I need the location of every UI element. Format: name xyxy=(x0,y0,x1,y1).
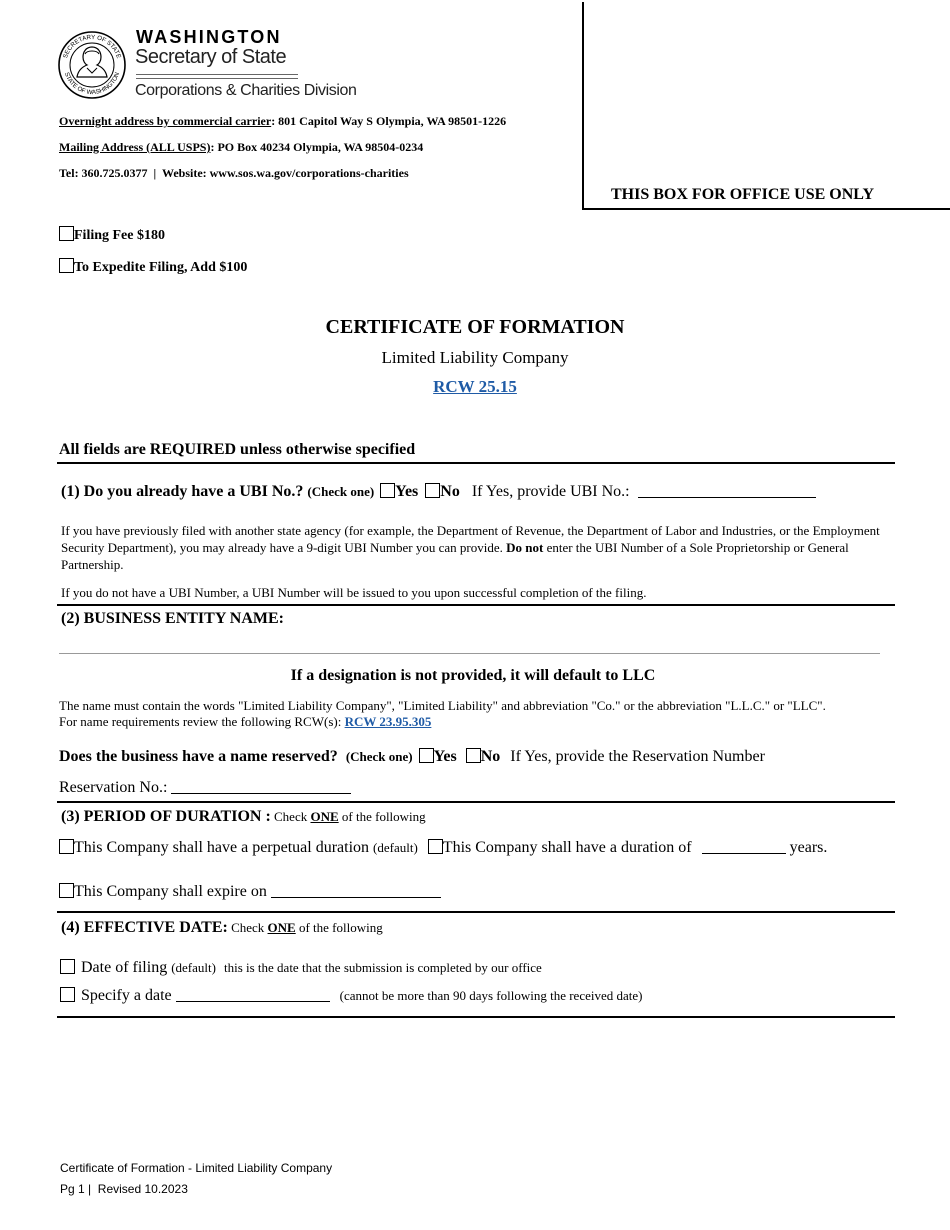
perpetual-checkbox[interactable] xyxy=(59,839,74,854)
name-reserved-yes-checkbox[interactable] xyxy=(419,748,434,763)
specify-date-label: Specify a date xyxy=(81,987,172,1004)
section3-of-following: of the following xyxy=(341,809,426,824)
ubi-paragraph-1-bold: Do not xyxy=(506,540,544,555)
name-review-label: For name requirements review the following RCW(s): xyxy=(59,714,342,729)
duration-years-label: This Company shall have a duration of xyxy=(442,839,692,856)
filing-fee-label: Filing Fee $180 xyxy=(74,228,165,243)
overnight-label: Overnight address by commercial carrier xyxy=(59,114,272,128)
form-title: CERTIFICATE OF FORMATION xyxy=(325,316,625,338)
name-reserved-no-label: No xyxy=(480,748,501,765)
ubi-yes-checkbox[interactable] xyxy=(380,483,395,498)
section3-check: Check xyxy=(274,809,308,824)
section3-heading: (3) PERIOD OF DURATION : xyxy=(61,808,271,825)
duration-options-row xyxy=(59,839,827,857)
overnight-address xyxy=(59,114,506,129)
ubi-provide-label: If Yes, provide UBI No.: xyxy=(471,483,630,500)
reservation-label: Reservation No.: xyxy=(59,779,168,796)
specify-date-checkbox[interactable] xyxy=(60,987,75,1002)
expire-label: This Company shall expire on xyxy=(74,883,267,900)
divider xyxy=(57,462,895,464)
ubi-no-label: No xyxy=(440,483,460,500)
ubi-no-checkbox[interactable] xyxy=(425,483,440,498)
divider xyxy=(57,604,895,606)
specify-date-note: (cannot be more than 90 days following the received date) xyxy=(339,988,643,1003)
name-rule-line: The name must contain the words "Limited Liability Company", "Limited Liability" and abbreviation "Co." or the abbreviation "L.L.C." or "LLC". xyxy=(59,698,826,713)
contact-line: Tel: 360.725.0377 | Website: www.sos.wa.gov/corporations-charities xyxy=(59,166,409,180)
perpetual-default: (default) xyxy=(373,840,418,855)
ubi-paragraph-1a: If you have previously filed with another state agency (for example, the Department of Revenue, the Department of Labor and Industries, or the Employment Security Department), you may already have a 9-digit UBI Number you can provide. xyxy=(61,523,880,555)
mailing-address xyxy=(59,140,423,155)
section1-question-row xyxy=(61,483,816,501)
date-of-filing-row xyxy=(60,959,542,977)
footer-page: Pg 1 | Revised 10.2023 xyxy=(60,1182,188,1196)
business-name-field[interactable] xyxy=(59,653,880,654)
specify-date-field[interactable] xyxy=(176,987,330,1002)
required-note: All fields are REQUIRED unless otherwise specified xyxy=(59,441,416,458)
name-reserved-provide: If Yes, provide the Reservation Number xyxy=(510,748,765,765)
name-reserved-row xyxy=(59,748,765,766)
footer-title: Certificate of Formation - Limited Liability Company xyxy=(60,1161,333,1175)
header-division: Corporations & Charities Division xyxy=(135,82,357,99)
specify-date-row xyxy=(60,987,642,1005)
seal-text-bottom: STATE OF WASHINGTON xyxy=(62,71,122,97)
section4-heading-row xyxy=(61,919,383,937)
filing-fee-option[interactable] xyxy=(59,226,165,244)
ubi-paragraph-1b: enter the UBI Number of a Sole Proprietorship or General Partnership. xyxy=(61,540,849,572)
header-office: Secretary of State xyxy=(135,46,287,68)
section4-heading: (4) EFFECTIVE DATE: xyxy=(61,919,228,936)
svg-text:STATE OF WASHINGTON xyxy=(63,71,121,96)
form-subtitle: Limited Liability Company xyxy=(381,348,569,367)
expedite-checkbox[interactable] xyxy=(59,258,74,273)
mailing-label: Mailing Address (ALL USPS) xyxy=(59,140,211,154)
expedite-label: To Expedite Filing, Add $100 xyxy=(74,260,248,275)
name-reserved-check-one: (Check one) xyxy=(345,749,413,764)
expire-option-row xyxy=(59,883,441,901)
divider xyxy=(57,911,895,913)
date-of-filing-checkbox[interactable] xyxy=(60,959,75,974)
section4-check: Check xyxy=(231,920,265,935)
header-state: WASHINGTON xyxy=(136,27,282,47)
section3-one: ONE xyxy=(310,809,339,824)
duration-years-suffix: years. xyxy=(789,839,828,856)
section4-of-following: of the following xyxy=(298,920,383,935)
rcw-25-15-link[interactable]: RCW 25.15 xyxy=(433,377,517,396)
section3-heading-row xyxy=(61,808,426,826)
filing-fee-checkbox[interactable] xyxy=(59,226,74,241)
expire-checkbox[interactable] xyxy=(59,883,74,898)
ubi-paragraph-1 xyxy=(61,522,881,573)
expire-date-field[interactable] xyxy=(271,883,441,898)
perpetual-label: This Company shall have a perpetual duration xyxy=(74,839,370,856)
ubi-number-field[interactable] xyxy=(638,483,816,498)
seal-text-top: SECRETARY OF STATE xyxy=(61,33,123,60)
date-of-filing-default: (default) xyxy=(171,960,216,975)
name-reserved-question: Does the business have a name reserved? xyxy=(59,748,338,765)
date-of-filing-note: this is the date that the submission is completed by our office xyxy=(223,960,542,975)
ubi-paragraph-2: If you do not have a UBI Number, a UBI Number will be issued to you upon successful completion of the filing. xyxy=(61,585,647,600)
state-seal xyxy=(57,30,127,100)
reservation-row xyxy=(59,779,351,797)
section2-heading: (2) BUSINESS ENTITY NAME: xyxy=(61,610,284,627)
designation-note: If a designation is not provided, it will default to LLC xyxy=(290,667,656,684)
divider xyxy=(57,801,895,803)
rcw-link-row xyxy=(0,377,950,397)
reservation-number-field[interactable] xyxy=(171,779,351,794)
overnight-value: : 801 Capitol Way S Olympia, WA 98501-1226 xyxy=(271,114,507,128)
ubi-check-one: (Check one) xyxy=(307,484,375,499)
divider xyxy=(57,1016,895,1018)
mailing-value: : PO Box 40234 Olympia, WA 98504-0234 xyxy=(210,140,424,154)
name-reserved-no-checkbox[interactable] xyxy=(466,748,481,763)
header-rule xyxy=(136,74,298,79)
office-use-label: THIS BOX FOR OFFICE USE ONLY xyxy=(611,186,875,203)
ubi-question: (1) Do you already have a UBI No.? xyxy=(61,483,304,500)
rcw-23-95-305-link[interactable]: RCW 23.95.305 xyxy=(344,714,432,729)
svg-text:SECRETARY OF STATE xyxy=(62,34,122,59)
office-use-box xyxy=(582,2,950,210)
duration-years-checkbox[interactable] xyxy=(428,839,443,854)
name-rule-text xyxy=(59,698,899,730)
duration-years-field[interactable] xyxy=(702,839,786,854)
ubi-yes-label: Yes xyxy=(395,483,419,500)
expedite-option[interactable] xyxy=(59,258,247,276)
date-of-filing-label: Date of filing xyxy=(81,959,168,976)
section4-one: ONE xyxy=(267,920,296,935)
name-review-line xyxy=(59,714,899,730)
name-reserved-yes-label: Yes xyxy=(433,748,457,765)
